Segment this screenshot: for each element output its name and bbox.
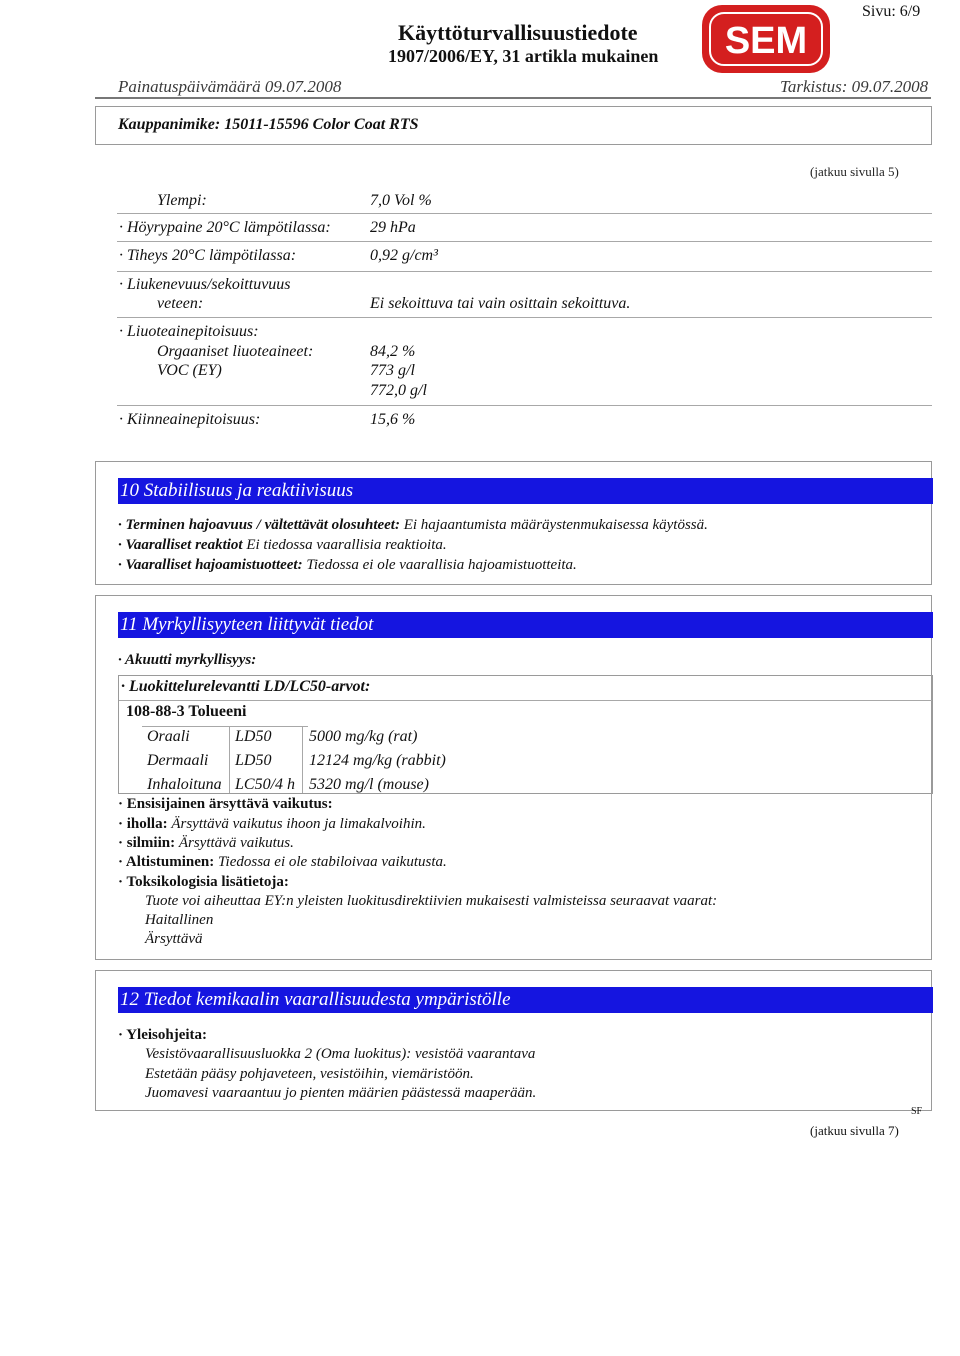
document-title: Käyttöturvallisuustiedote (398, 20, 638, 45)
continued-from: (jatkuu sivulla 5) (810, 164, 899, 179)
table-divider (119, 700, 932, 701)
solubility-label: · Liukenevuus/sekoittuvuus (119, 276, 291, 293)
organic-solvent-value: 84,2 % (370, 343, 416, 360)
print-date: Painatuspäivämäärä 09.07.2008 (118, 77, 342, 96)
trade-name: Kauppanimike: 15011-15596 Color Coat RTS (118, 116, 419, 133)
language-code: SF (911, 1106, 923, 1117)
density-value: 0,92 g/cm³ (370, 247, 438, 264)
voc-value-1: 773 g/l (370, 362, 415, 379)
general-instructions: · Yleisohjeita: (118, 1027, 208, 1043)
exposure: · Altistuminen: Tiedossa ei ole stabiloivaa vaikutusta. (118, 854, 447, 870)
solids-value: 15,6 % (370, 411, 416, 428)
type-oral: LD50 (235, 728, 272, 745)
voc-label: VOC (EY) (157, 362, 222, 379)
solubility-value: Ei sekoittuva tai vain osittain sekoittuva. (370, 295, 631, 312)
water-hazard-class: Vesistövaarallisuusluokka 2 (Oma luokitus): vesistöä vaarantava (145, 1046, 536, 1062)
section-11-heading: 11 Myrkyllisyyteen liittyvät tiedot (118, 612, 933, 638)
dangerous-products: · Vaaralliset hajoamistuotteet: Tiedossa ei ole vaarallisia hajoamistuotteita. (118, 557, 577, 573)
table-divider (302, 726, 303, 793)
prevent-groundwater: Estetään pääsy pohjaveteen, vesistöihin, viemäristöön. (145, 1066, 474, 1082)
on-skin: · iholla: Ärsyttävä vaikutus ihoon ja limakalvoihin. (118, 816, 426, 832)
substance-name: 108-88-3 Tolueeni (126, 703, 247, 720)
route-oral: Oraali (147, 728, 190, 745)
upper-label: Ylempi: (157, 192, 207, 209)
solids-label: · Kiinneainepitoisuus: (119, 411, 261, 428)
dangerous-reactions: · Vaaralliset reaktiot Ei tiedossa vaarallisia reaktioita. (118, 537, 447, 553)
solvent-label: · Liuoteainepitoisuus: (119, 323, 259, 340)
thermal-decomposition: · Terminen hajoavuus / vältettävät olosuhteet: Ei hajaantumista määräystenmukaisessa käytössä. (118, 517, 708, 533)
toxicology-info: · Toksikologisia lisätietoja: (118, 874, 289, 890)
ld-label: · Luokittelurelevantti LD/LC50-arvot: (121, 678, 371, 695)
primary-irritant: · Ensisijainen ärsyttävä vaikutus: (118, 796, 333, 812)
row-divider (117, 241, 932, 242)
value-oral: 5000 mg/kg (rat) (309, 728, 418, 745)
ld-values-table (118, 675, 933, 794)
density-label: · Tiheys 20°C lämpötilassa: (119, 247, 297, 264)
upper-value: 7,0 Vol % (370, 192, 432, 209)
section-10 (95, 461, 932, 585)
page-number: Sivu: 6/9 (862, 3, 921, 20)
trade-name-box (95, 106, 932, 145)
section-11 (95, 595, 932, 960)
row-divider (117, 213, 932, 214)
type-inhalation: LC50/4 h (235, 776, 296, 793)
row-divider (117, 317, 932, 318)
table-divider (229, 726, 230, 793)
type-dermal: LD50 (235, 752, 272, 769)
logo-text: SEM (724, 20, 808, 62)
route-inhalation: Inhaloituna (147, 776, 222, 793)
acute-toxicity: · Akuutti myrkyllisyys: (118, 652, 257, 668)
section-12-heading: 12 Tiedot kemikaalin vaarallisuudesta ympäristölle (118, 987, 933, 1013)
row-divider (117, 271, 932, 272)
on-eyes: · silmiin: Ärsyttävä vaikutus. (118, 835, 294, 851)
route-dermal: Dermaali (147, 752, 209, 769)
document-subtitle: 1907/2006/EY, 31 artikla mukainen (388, 46, 659, 66)
physical-properties-box (117, 183, 932, 433)
toxicology-text: Tuote voi aiheuttaa EY:n yleisten luokitusdirektiivien mukaisesti valmisteissa seuraavat vaarat: (145, 893, 718, 909)
voc-value-2: 772,0 g/l (370, 382, 427, 399)
row-divider (117, 405, 932, 406)
header-divider (95, 97, 931, 99)
hazard-harmful: Haitallinen (145, 912, 214, 928)
vapour-value: 29 hPa (370, 219, 416, 236)
value-inhalation: 5320 mg/l (mouse) (309, 776, 429, 793)
value-dermal: 12124 mg/kg (rabbit) (309, 752, 446, 769)
continued-to: (jatkuu sivulla 7) (810, 1123, 899, 1138)
solubility-label-2: veteen: (157, 295, 204, 312)
sem-logo (700, 3, 832, 75)
table-divider (142, 726, 308, 727)
check-date: Tarkistus: 09.07.2008 (780, 77, 929, 96)
organic-solvent-label: Orgaaniset liuoteaineet: (157, 343, 314, 360)
section-10-heading: 10 Stabiilisuus ja reaktiivisuus (118, 478, 933, 504)
hazard-irritant: Ärsyttävä (145, 931, 203, 947)
section-12 (95, 970, 932, 1111)
vapour-label: · Höyrypaine 20°C lämpötilassa: (119, 219, 331, 236)
drinking-water-risk: Juomavesi vaaraantuu jo pienten määrien päästessä maaperään. (145, 1085, 537, 1101)
